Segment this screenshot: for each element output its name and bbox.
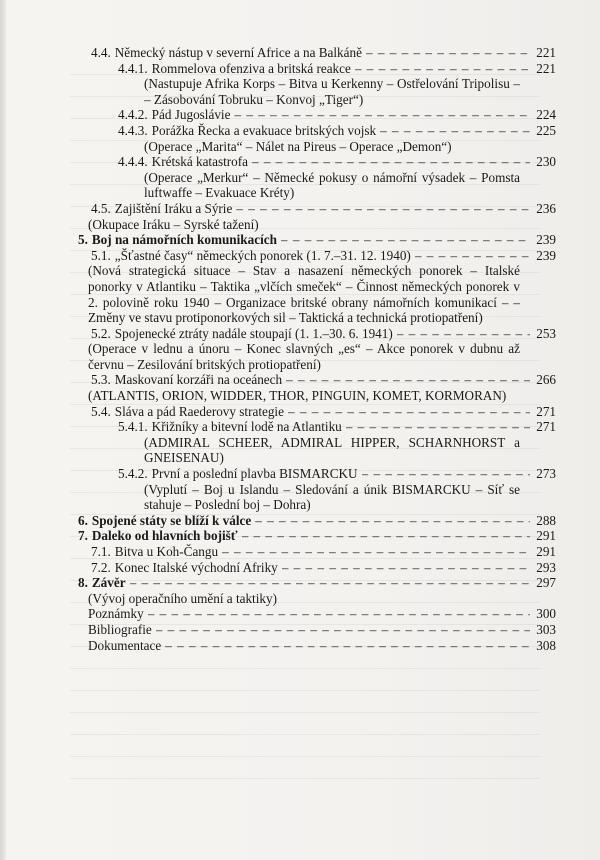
dot-leader — [236, 201, 530, 217]
toc-subtopics: (Vývoj operačního umění a taktiky) — [88, 590, 277, 606]
toc-title: Poznámky — [88, 606, 144, 622]
toc-page: 239 — [536, 232, 556, 248]
toc-chapter-7 — [78, 528, 556, 544]
dot-leader — [148, 606, 530, 622]
toc-entry-5-1 — [78, 248, 556, 264]
dot-leader — [380, 123, 530, 139]
toc-page: 230 — [536, 154, 556, 170]
dot-leader — [252, 154, 530, 170]
toc-page: 225 — [536, 122, 556, 138]
toc-title: Porážka Řecka a evakuace britských vojsk — [151, 122, 377, 138]
toc-title: Boj na námořních komunikacích — [91, 232, 277, 248]
dot-leader — [234, 107, 530, 123]
toc-number: 8. — [78, 575, 88, 591]
dot-leader — [415, 248, 530, 264]
toc-number: 4.4.3. — [118, 122, 148, 138]
toc-page: 291 — [536, 544, 556, 559]
dot-leader — [130, 575, 530, 591]
toc-number: 4.5. — [91, 200, 111, 216]
dot-leader — [397, 326, 530, 342]
toc-entry-7-2 — [78, 560, 556, 576]
dot-leader — [355, 61, 530, 77]
toc-entry-documentation — [78, 638, 556, 654]
toc-subtopics: (Vyplutí – Boj u Islandu – Sledování a únik BISMARCKU – Síť se stahuje – Poslední boj – Dohra) — [144, 481, 520, 513]
dot-leader — [156, 622, 530, 638]
dot-leader — [281, 232, 530, 248]
toc-entry-notes — [78, 606, 556, 622]
toc-number: 5.3. — [91, 372, 111, 388]
toc-chapter-6 — [78, 513, 556, 529]
toc-entry-5-2 — [78, 326, 556, 342]
toc-chapter-5 — [78, 232, 556, 248]
toc-entry-4-4 — [78, 45, 556, 61]
toc-entry-5-4-2 — [78, 466, 556, 482]
toc-title: Bitva u Koh-Čangu — [114, 544, 219, 559]
toc-number: 5.2. — [91, 325, 111, 341]
toc-title: První a poslední plavba BISMARCKU — [151, 466, 358, 482]
toc-number: 4.4.1. — [118, 60, 148, 76]
toc-title: Krétská katastrofa — [151, 154, 248, 170]
toc-entry-5-4-1 — [78, 419, 556, 435]
toc-subtopics: (Operace „Marita“ – Nálet na Pireus – Operace „Demon“) — [144, 138, 452, 154]
dot-leader — [362, 466, 530, 482]
toc-number: 7. — [78, 528, 88, 544]
toc-page: 288 — [536, 512, 556, 528]
toc-title: Sláva a pád Raederovy strategie — [114, 403, 284, 419]
toc-number: 5. — [78, 232, 88, 248]
toc-title: Daleko od hlavních bojišť — [91, 528, 238, 544]
toc-entry-4-4-3 — [78, 123, 556, 139]
toc-page: 236 — [536, 200, 556, 216]
toc-number: 4.4.4. — [118, 154, 148, 170]
toc-chapter-8 — [78, 575, 556, 591]
table-of-contents — [78, 45, 556, 653]
toc-entry-5-4 — [78, 404, 556, 420]
toc-entry-5-3 — [78, 372, 556, 388]
toc-entry-7-1 — [78, 544, 556, 560]
toc-title: Spojenecké ztráty nadále stoupají (1. 1.–30. 6. 1941) — [114, 325, 393, 341]
toc-title: Bibliografie — [88, 621, 152, 637]
toc-page: 224 — [536, 107, 556, 123]
toc-title: Rommelova ofenziva a britská reakce — [151, 60, 351, 76]
toc-page: 239 — [536, 247, 556, 263]
dot-leader — [286, 372, 530, 388]
toc-number: 4.4.2. — [118, 107, 148, 123]
toc-number: 4.4. — [91, 45, 111, 60]
dot-leader — [165, 638, 530, 654]
toc-page: 308 — [536, 637, 556, 653]
toc-title: Křižníky a bitevní lodě na Atlantiku — [151, 419, 342, 435]
dot-leader — [346, 419, 530, 435]
toc-page: 293 — [536, 559, 556, 575]
toc-number: 7.1. — [91, 544, 111, 559]
toc-number: 5.4. — [91, 403, 111, 419]
toc-page: 303 — [536, 621, 556, 637]
toc-title: Německý nástup v severní Africe a na Balkáně — [114, 45, 362, 60]
toc-entry-bibliography — [78, 622, 556, 638]
toc-subtopics: (ATLANTIS, ORION, WIDDER, THOR, PINGUIN, KOMET, KORMORAN) — [88, 388, 507, 404]
toc-subtopics: (Nastupuje Afrika Korps – Bitva u Kerkenny – Ostřelování Tripolisu – – Zásobování Tobruku – Konvoj „Tiger“) — [144, 76, 520, 107]
toc-page: 271 — [536, 403, 556, 419]
toc-page: 266 — [536, 372, 556, 388]
toc-title: Závěr — [91, 575, 126, 591]
toc-subtopics: (Okupace Iráku – Syrské tažení) — [88, 216, 259, 232]
toc-title: Spojené státy se blíží k válce — [91, 512, 252, 528]
toc-subtopics: (Operace v lednu a únoru – Konec slavných „es“ – Akce ponorek v dubnu až červnu – Zesilování britských protiopatření) — [88, 341, 520, 372]
toc-page: 221 — [536, 60, 556, 76]
toc-page: 271 — [536, 419, 556, 435]
toc-title: Konec Italské východní Afriky — [114, 559, 278, 575]
toc-subtopics: (ADMIRAL SCHEER, ADMIRAL HIPPER, SCHARNHORST a GNEISENAU) — [144, 434, 520, 466]
toc-title: Maskovaní korzáři na oceánech — [114, 372, 283, 388]
toc-title: Pád Jugoslávie — [151, 107, 231, 123]
toc-number: 7.2. — [91, 559, 111, 575]
dot-leader — [282, 560, 530, 576]
toc-title: „Šťastné časy“ německých ponorek (1. 7.–31. 12. 1940) — [114, 247, 411, 263]
toc-entry-4-5 — [78, 201, 556, 217]
toc-number: 5.4.1. — [118, 419, 148, 435]
toc-page: 253 — [536, 325, 556, 341]
toc-subtopics: (Operace „Merkur“ – Německé pokusy o námořní výsadek – Pomsta luftwaffe – Evakuace Kréty) — [144, 169, 520, 201]
dot-leader — [366, 45, 530, 61]
dot-leader — [288, 404, 530, 420]
toc-subtopics: (Nová strategická situace – Stav a nasazení německých ponorek – Italské ponorky v Atlantiku – Taktika „vlčích smeček“ – Činnost německých ponorek v 2. polovině roku 1940 – Organizace britské obrany námořních komunikací – – Změny ve stavu protiponorkových sil – Taktická a technická protiopatření) — [88, 263, 520, 326]
dot-leader — [242, 528, 530, 544]
dot-leader — [222, 544, 530, 560]
toc-entry-4-4-1 — [78, 61, 556, 77]
toc-entry-4-4-4 — [78, 154, 556, 170]
toc-page: 300 — [536, 606, 556, 622]
toc-title: Dokumentace — [88, 637, 162, 653]
toc-number: 6. — [78, 512, 88, 528]
toc-number: 5.1. — [91, 247, 111, 263]
toc-entry-4-4-2 — [78, 107, 556, 123]
toc-number: 5.4.2. — [118, 466, 148, 482]
toc-title: Zajištění Iráku a Sýrie — [114, 200, 233, 216]
page-edge — [0, 0, 6, 860]
toc-page: 297 — [536, 575, 556, 591]
toc-page: 221 — [536, 45, 556, 60]
dot-leader — [255, 513, 530, 529]
toc-page: 273 — [536, 466, 556, 482]
toc-page: 291 — [536, 528, 556, 544]
